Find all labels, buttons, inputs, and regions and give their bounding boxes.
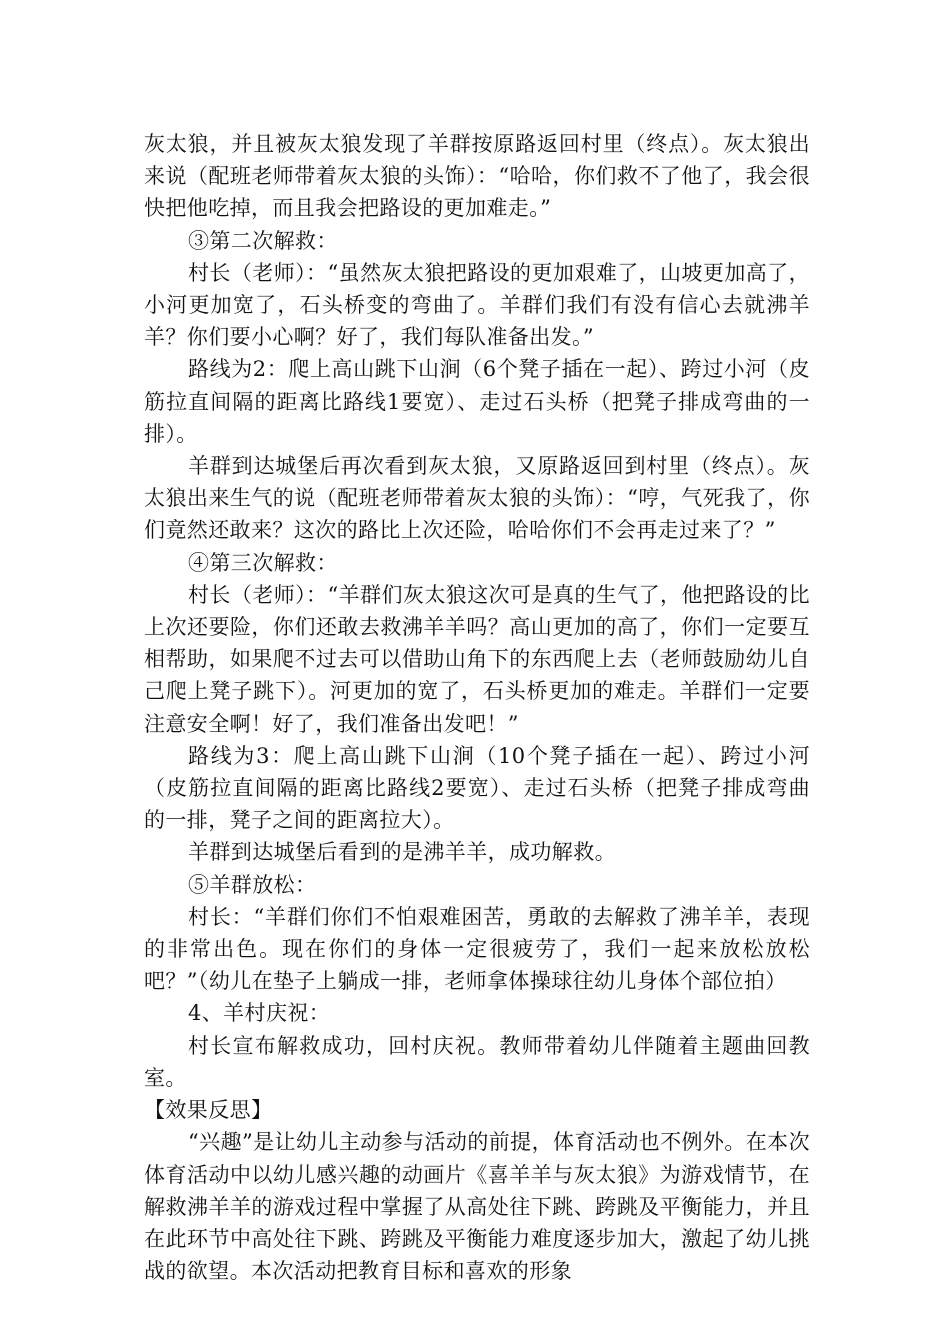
section-heading-celebration: 4、羊村庆祝： — [188, 1001, 331, 1026]
section-heading-reflection: 【效果反思】 — [144, 1098, 273, 1123]
section-heading-second-rescue: ③第二次解救： — [188, 228, 338, 253]
paragraph-1: 灰太狼，并且被灰太狼发现了羊群按原路返回村里（终点）。灰太狼出来说（配班老师带着灰太狼的头饰）：“哈哈，你们救不了他了，我会很快把他吃掉，而且我会把路设的更加难走。” — [144, 132, 810, 221]
paragraph-reflection: “兴趣”是让幼儿主动参与活动的前提，体育活动也不例外。在本次体育活动中以幼儿感兴趣的动画片《喜羊羊与灰太狼》为游戏情节，在解救沸羊羊的游戏过程中掌握了从高处往下跳、跨跳及平衡能力，并且在此环节中高处往下跳、跨跳及平衡能力难度逐步加大，激起了幼儿挑战的欲望。本次活动把教育目标和喜欢的形象 — [144, 1130, 810, 1284]
paragraph-celebration: 村长宣布解救成功，回村庆祝。教师带着幼儿伴随着主题曲回教室。 — [144, 1033, 810, 1090]
paragraph-route-2: 路线为2：爬上高山跳下山涧（6个凳子插在一起）、跨过小河（皮筋拉直间隔的距离比路线1要宽）、走过石头桥（把凳子排成弯曲的一排）。 — [144, 357, 810, 446]
paragraph-village-chief-speech-3: 村长（老师）：“羊群们灰太狼这次可是真的生气了，他把路设的比上次还要险，你们还敢去救沸羊羊吗？高山更加的高了，你们一定要互相帮助，如果爬不过去可以借助山角下的东西爬上去（老师鼓励幼儿自己爬上凳子跳下）。河更加的宽了，石头桥更加的难走。羊群们一定要注意安全啊！好了，我们准备出发吧！” — [144, 582, 810, 736]
paragraph-relax: 村长：“羊群们你们不怕艰难困苦，勇敢的去解救了沸羊羊，表现的非常出色。现在你们的身体一定很疲劳了，我们一起来放松放松吧？”（幼儿在垫子上躺成一排，老师拿体操球往幼儿身体个部位拍） — [144, 904, 810, 994]
section-heading-relax: ⑤羊群放松： — [188, 872, 317, 897]
paragraph-wolf-angry: 羊群到达城堡后再次看到灰太狼，又原路返回到村里（终点）。灰太狼出来生气的说（配班老师带着灰太狼的头饰）：“哼，气死我了，你们竟然还敢来？这次的路比上次还险，哈哈你们不会再走过来了？” — [144, 454, 810, 543]
paragraph-rescue-success: 羊群到达城堡后看到的是沸羊羊，成功解救。 — [188, 840, 616, 865]
paragraph-village-chief-speech-2: 村长（老师）：“虽然灰太狼把路设的更加艰难了，山坡更加高了，小河更加宽了，石头桥变的弯曲了。羊群们我们有没有信心去就沸羊羊？你们要小心啊？好了，我们每队准备出发。” — [144, 260, 810, 350]
paragraph-route-3: 路线为3：爬上高山跳下山涧（10个凳子插在一起）、跨过小河（皮筋拉直间隔的距离比路线2要宽）、走过石头桥（把凳子排成弯曲的一排，凳子之间的距离拉大）。 — [144, 743, 810, 833]
section-heading-third-rescue: ④第三次解救： — [188, 550, 338, 575]
